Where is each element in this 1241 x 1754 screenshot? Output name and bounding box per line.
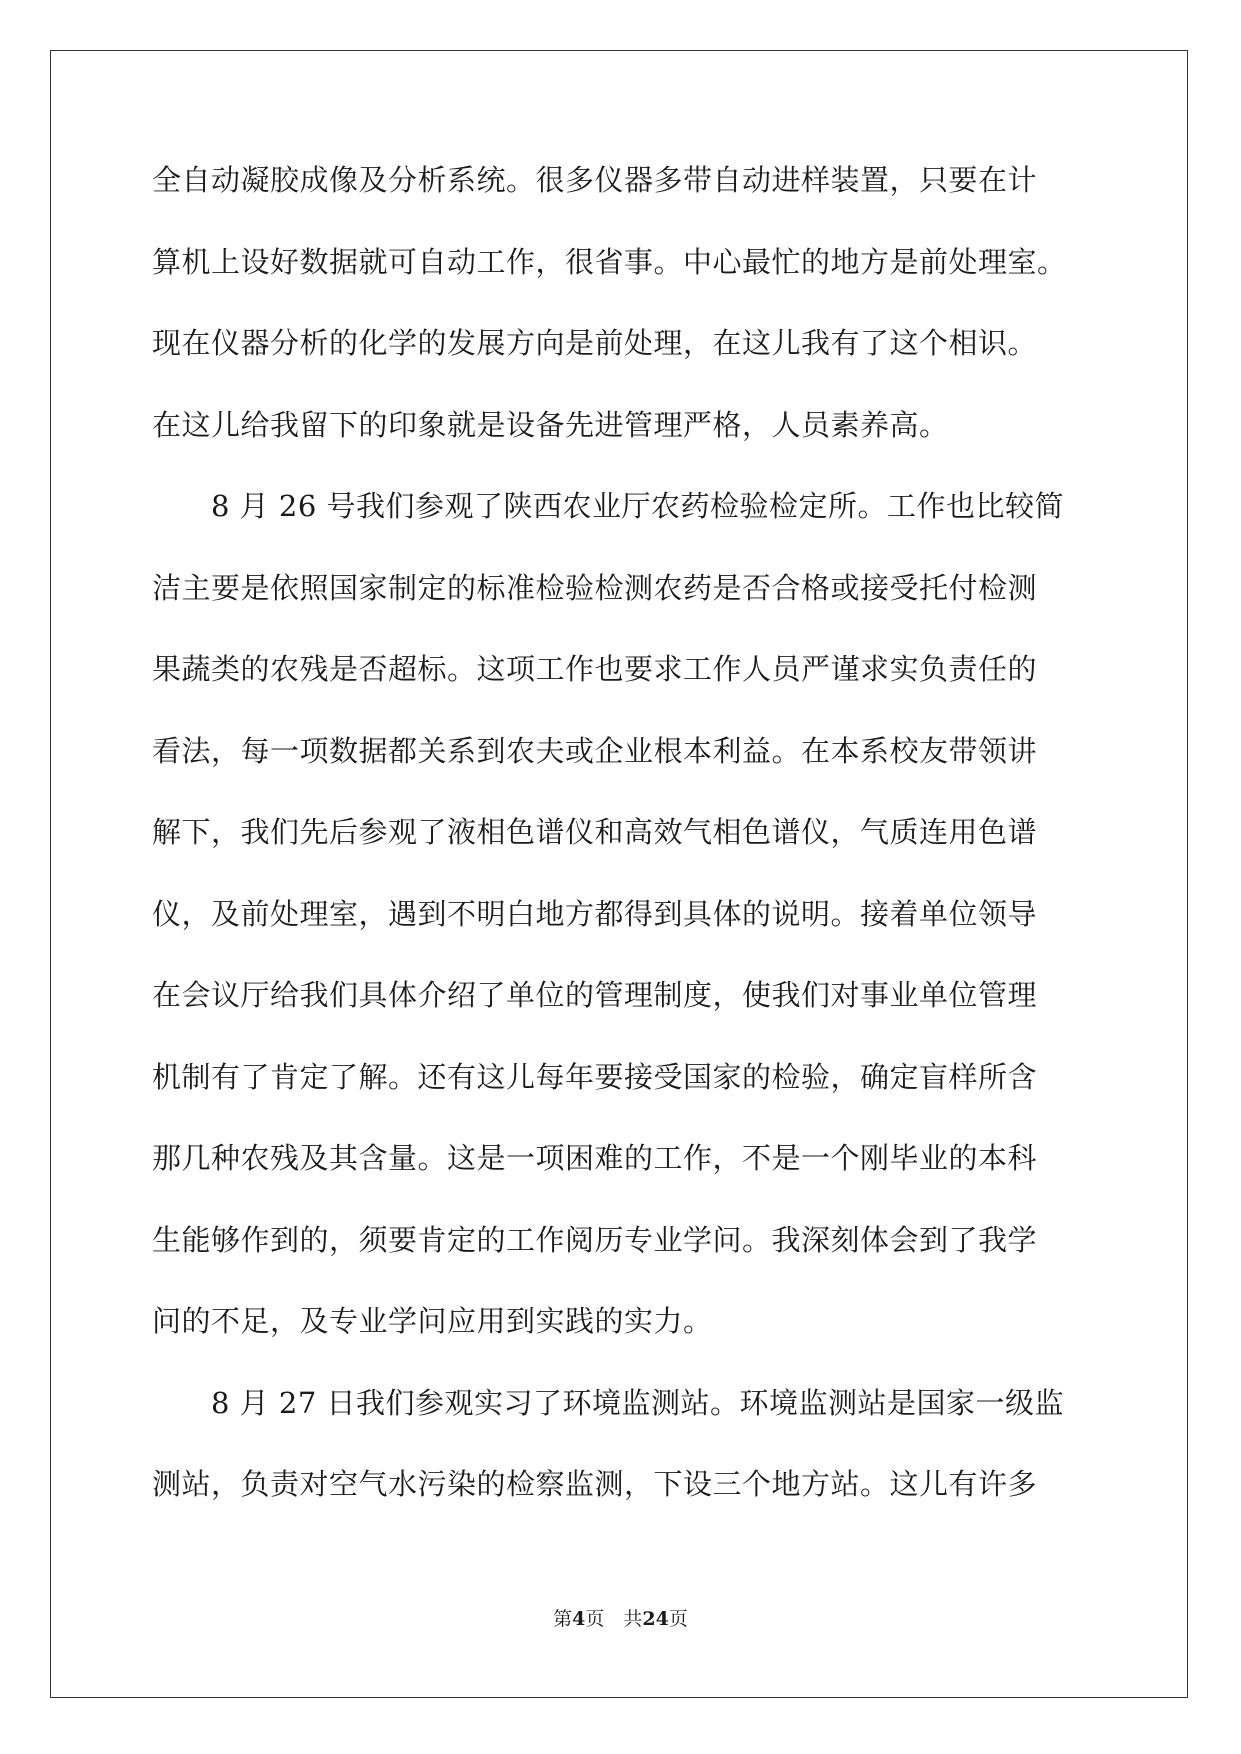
text-line: 机制有了肯定了解。还有这儿每年要接受国家的检验，确定盲样所含: [152, 1059, 1038, 1094]
text-line: 测站，负责对空气水污染的检察监测，下设三个地方站。这儿有许多: [152, 1467, 1038, 1501]
page-number: 4: [572, 1608, 586, 1630]
text-line: 在这儿给我留下的印象就是设备先进管理严格，人员素养高。: [152, 407, 949, 442]
text-line: 算机上设好数据就可自动工作，很省事。中心最忙的地方是前处理室。: [152, 244, 1067, 279]
text-line: 洁主要是依照国家制定的标准检验检测农药是否合格或接受托付检测: [152, 570, 1038, 605]
document-body: [152, 160, 1092, 1546]
footer-total-suffix: 页: [668, 1608, 688, 1630]
text-line: 果蔬类的农残是否超标。这项工作也要求工作人员严谨求实负责任的: [152, 652, 1038, 686]
text-line: 在会议厅给我们具体介绍了单位的管理制度，使我们对事业单位管理: [152, 978, 1038, 1012]
text-line: 解下，我们先后参观了液相色谱仪和高效气相色谱仪，气质连用色谱: [152, 815, 1038, 849]
page-footer: [0, 1606, 1241, 1632]
text-line: 问的不足，及专业学问应用到实践的实力。: [152, 1304, 713, 1338]
text-line: 8 月 27 日我们参观实习了环境监测站。环境监测站是国家一级监: [152, 1385, 1065, 1420]
text-line: 全自动凝胶成像及分析系统。很多仪器多带自动进样装置，只要在计: [152, 163, 1038, 197]
total-pages: 24: [642, 1608, 669, 1630]
footer-page-suffix: 页 共: [585, 1608, 643, 1630]
text-line: 现在仪器分析的化学的发展方向是前处理，在这儿我有了这个相识。: [152, 326, 1038, 360]
text-line: 看法，每一项数据都关系到农夫或企业根本利益。在本系校友带领讲: [152, 733, 1038, 768]
text-line: 那几种农残及其含量。这是一项困难的工作，不是一个刚毕业的本科: [152, 1141, 1038, 1175]
text-line: 仪，及前处理室，遇到不明白地方都得到具体的说明。接着单位领导: [152, 896, 1038, 931]
text-line: 8 月 26 号我们参观了陕西农业厅农药检验检定所。工作也比较简: [152, 489, 1065, 523]
footer-prefix: 第: [553, 1608, 573, 1630]
text-line: 生能够作到的，须要肯定的工作阅历专业学问。我深刻体会到了我学: [152, 1222, 1038, 1257]
